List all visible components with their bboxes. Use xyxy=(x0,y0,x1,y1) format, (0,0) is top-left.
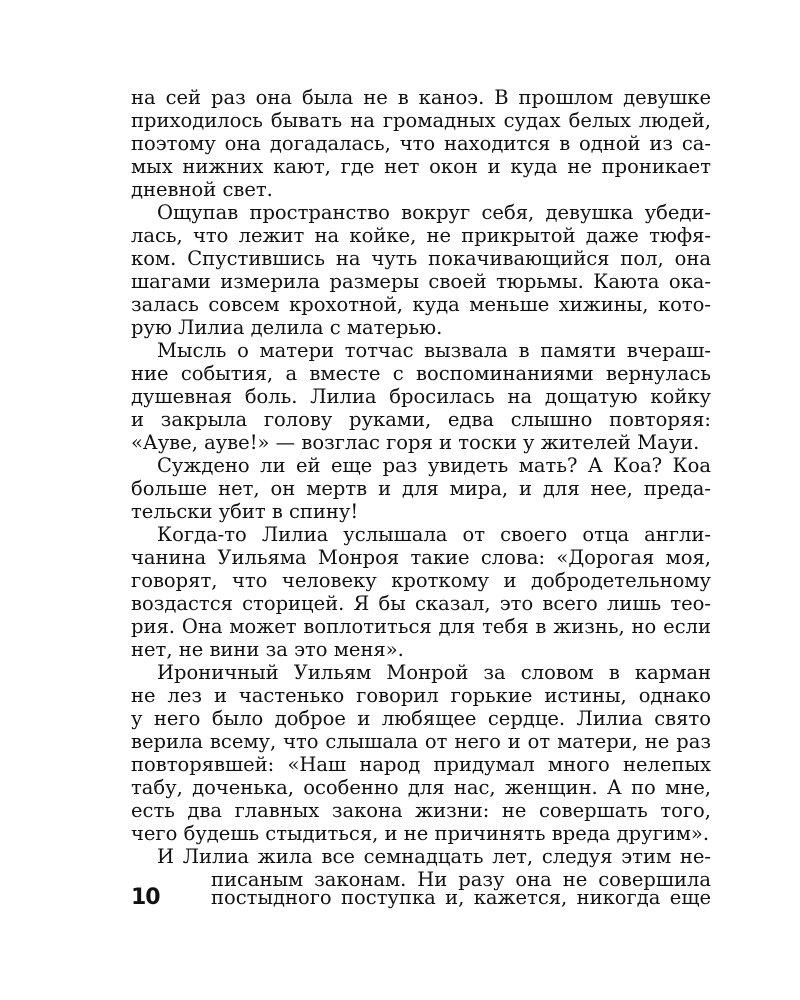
text-line: воздастся сторицей. Я бы сказал, это всего лишь тео- xyxy=(131,592,711,615)
text-line: табу, доченька, особенно для нас, женщин. А по мне, xyxy=(131,776,711,799)
text-line: И Лилиа жила все семнадцать лет, следуя этим не- xyxy=(157,845,711,868)
text-line: Суждено ли ей еще раз увидеть мать? А Коа? Коа xyxy=(157,454,711,477)
body-text xyxy=(131,86,711,891)
text-line: Ироничный Уильям Монрой за словом в карман xyxy=(157,661,711,684)
text-line: приходилось бывать на громадных судах белых людей, xyxy=(131,109,711,132)
text-line: есть два главных закона жизни: не совершать того, xyxy=(131,799,711,822)
text-line: тельски убит в спину! xyxy=(131,500,359,523)
page-number: 10 xyxy=(131,885,160,910)
text-line: повторявшей: «Наш народ придумал много нелепых xyxy=(131,753,711,776)
text-line: рия. Она может воплотиться для тебя в жизнь, но если xyxy=(131,615,711,638)
bottom-line xyxy=(131,886,711,909)
text-line: Мысль о матери тотчас вызвала в памяти вчераш- xyxy=(157,339,711,362)
text-line: нет, не вини за это меня». xyxy=(131,638,404,661)
text-line: залась совсем крохотной, куда меньше хижины, кото- xyxy=(131,293,711,316)
text-line: писаным законам. Ни разу она не совершила xyxy=(211,868,711,891)
text-line: чего будешь стыдиться, и не причинять вреда другим». xyxy=(131,822,710,845)
text-line: лась, что лежит на койке, не прикрытой даже тюфя- xyxy=(131,224,711,247)
text-line: Ощупав пространство вокруг себя, девушка убеди- xyxy=(157,201,711,224)
text-line: на сей раз она была не в каноэ. В прошлом девушке xyxy=(131,86,711,109)
text-line: не лез и частенько говорил горькие истины, однако xyxy=(131,684,711,707)
text-line: дневной свет. xyxy=(131,178,273,201)
text-line: рую Лилиа делила с матерью. xyxy=(131,316,443,339)
text-line: душевная боль. Лилиа бросилась на дощатую койку xyxy=(131,385,711,408)
text-line: поэтому она догадалась, что находится в одной из са- xyxy=(131,132,711,155)
text-line: чанина Уильяма Монроя такие слова: «Дорогая моя, xyxy=(131,546,711,569)
text-line: «Ауве, ауве!» — возглас горя и тоски у жителей Мауи. xyxy=(131,431,700,454)
text-line: ком. Спустившись на чуть покачивающийся пол, она xyxy=(131,247,711,270)
text-line: ние события, а вместе с воспоминаниями вернулась xyxy=(131,362,711,385)
text-line: шагами измерила размеры своей тюрьмы. Каюта ока- xyxy=(131,270,711,293)
text-line: и закрыла голову руками, едва слышно повторяя: xyxy=(131,408,711,431)
text-line: верила всему, что слышала от него и от матери, не раз xyxy=(131,730,711,753)
text-line: у него было доброе и любящее сердце. Лилиа свято xyxy=(131,707,711,730)
text-line: говорят, что человеку кроткому и добродетельному xyxy=(131,569,711,592)
text-line: постыдного поступка и, кажется, никогда еще xyxy=(211,886,711,909)
text-line: Когда-то Лилиа услышала от своего отца англи- xyxy=(157,523,711,546)
text-line: больше нет, он мертв и для мира, и для нее, преда- xyxy=(131,477,711,500)
text-line: мых нижних кают, где нет окон и куда не проникает xyxy=(131,155,711,178)
